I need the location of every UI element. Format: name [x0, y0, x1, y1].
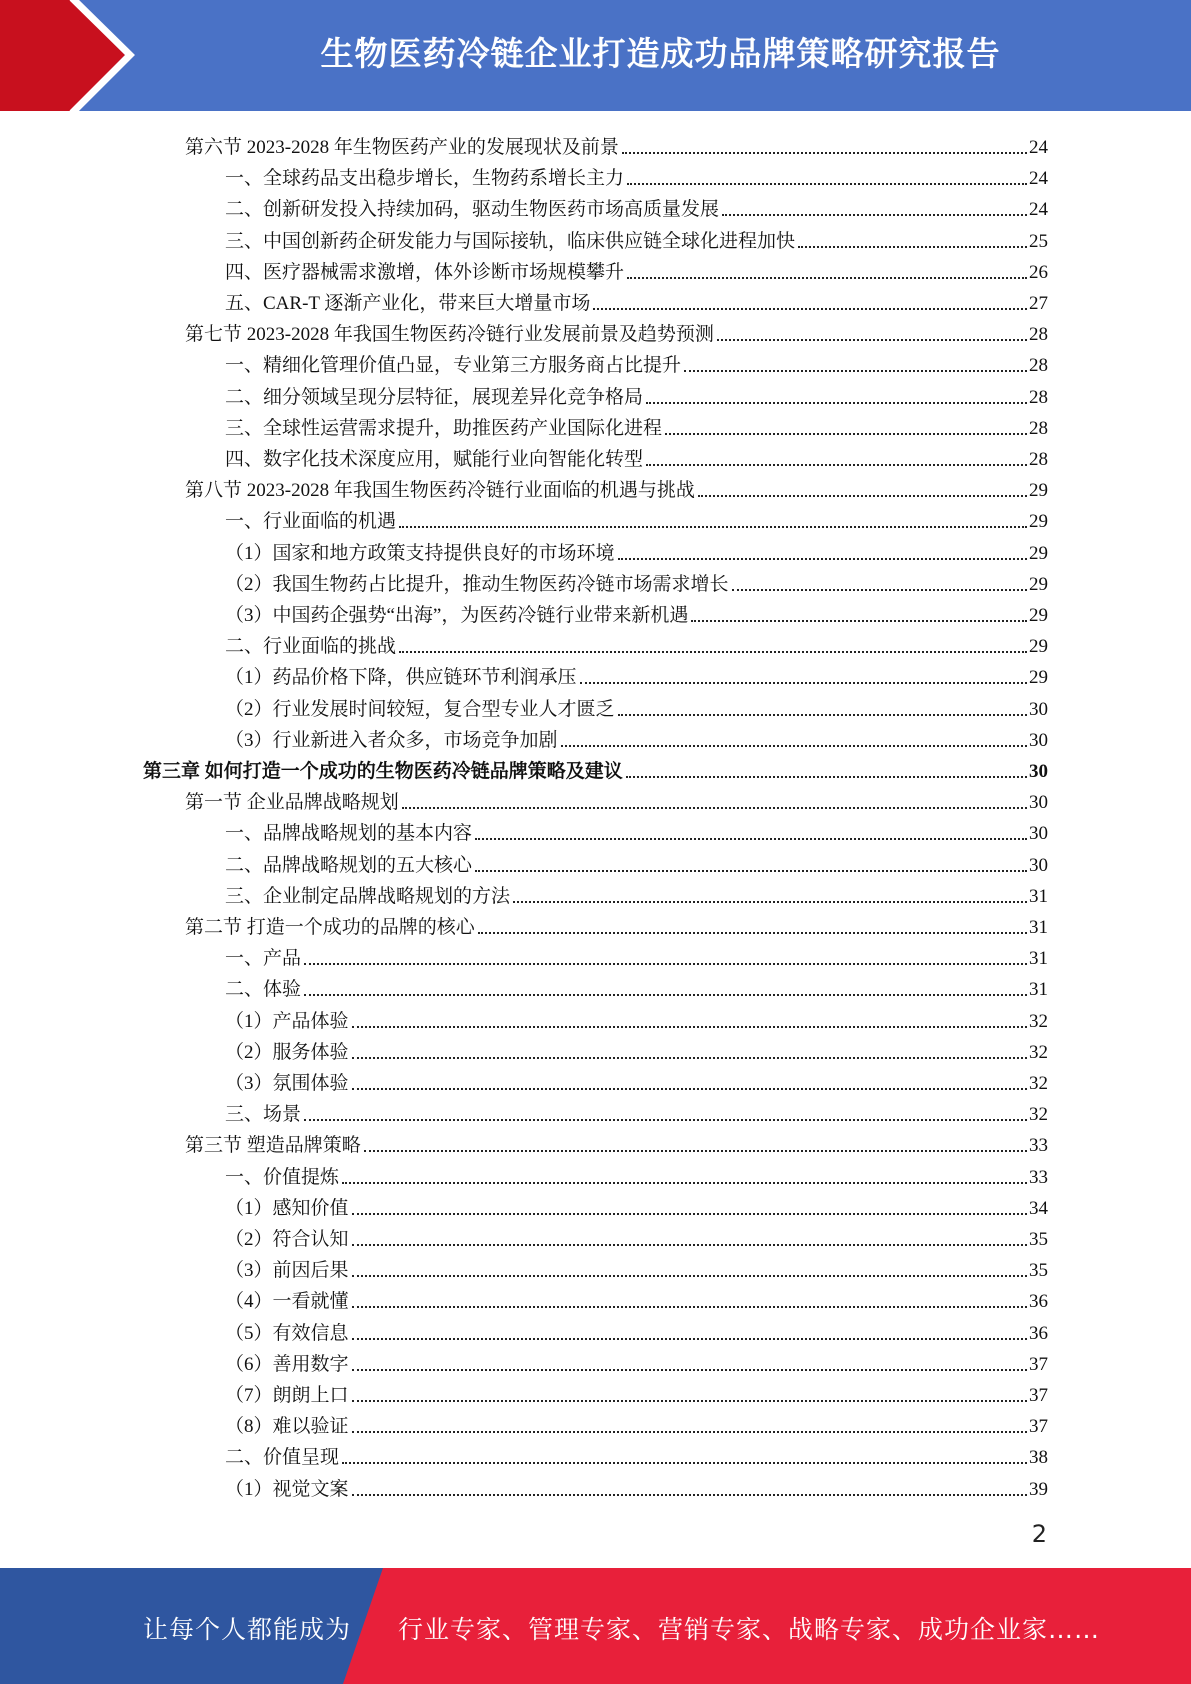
toc-entry-label: 三、中国创新药企研发能力与国际接轨，临床供应链全球化进程加快 — [225, 230, 796, 252]
toc-entry-page: 27 — [1029, 293, 1048, 314]
toc-entry-page: 32 — [1029, 1073, 1048, 1094]
toc-dot-leader — [627, 277, 1027, 279]
toc-entry-label: 五、CAR-T 逐渐产业化，带来巨大增量市场 — [225, 293, 591, 314]
toc-entry-page: 35 — [1029, 1229, 1048, 1250]
toc-entry-page: 28 — [1029, 417, 1048, 439]
toc-entry-page: 30 — [1029, 823, 1048, 845]
toc-dot-leader — [364, 1150, 1027, 1152]
toc-entry[interactable] — [225, 565, 1048, 596]
toc-dot-leader — [478, 932, 1027, 934]
toc-entry-label: 第二节 打造一个成功的品牌的核心 — [185, 917, 475, 938]
toc-dot-leader — [399, 526, 1027, 528]
toc-entry-page: 29 — [1029, 605, 1048, 626]
toc-entry-page: 32 — [1029, 1104, 1048, 1126]
toc-dot-leader — [342, 1182, 1027, 1184]
toc-entry[interactable] — [225, 846, 1048, 877]
toc-dot-leader — [352, 1026, 1027, 1028]
toc-entry[interactable] — [225, 159, 1048, 190]
toc-dot-leader — [342, 1462, 1027, 1464]
toc-entry-label: 第七节 2023-2028 年我国生物医药冷链行业发展前景及趋势预测 — [185, 324, 714, 346]
toc-dot-leader — [798, 246, 1027, 248]
toc-entry-page: 37 — [1029, 1353, 1048, 1375]
toc-entry[interactable] — [225, 1251, 1048, 1282]
toc-entry[interactable] — [225, 378, 1048, 409]
toc-dot-leader — [618, 558, 1027, 560]
toc-entry[interactable] — [185, 315, 1048, 346]
toc-entry-label: （2）行业发展时间较短，复合型专业人才匮乏 — [225, 698, 615, 720]
toc-entry[interactable] — [225, 1220, 1048, 1251]
footer-banner — [0, 1568, 1191, 1684]
toc-entry-page: 36 — [1029, 1322, 1048, 1344]
toc-dot-leader — [717, 339, 1027, 341]
header-banner — [0, 0, 1191, 111]
toc-entry-page: 29 — [1029, 573, 1048, 595]
toc-entry[interactable] — [225, 284, 1048, 315]
toc-entry-page: 24 — [1029, 199, 1048, 221]
toc-entry-label: （6）善用数字 — [225, 1353, 349, 1375]
toc-entry-page: 29 — [1029, 542, 1048, 564]
toc-entry-page: 29 — [1029, 636, 1048, 658]
footer-slogan-right: 行业专家、管理专家、营销专家、战略专家、成功企业家…… — [398, 1615, 1101, 1644]
toc-entry[interactable] — [225, 1002, 1048, 1033]
toc-entry[interactable] — [185, 783, 1048, 814]
toc-dot-leader — [352, 1431, 1027, 1433]
toc-entry-label: 四、数字化技术深度应用，赋能行业向智能化转型 — [225, 449, 644, 470]
toc-entry-label: 二、价值呈现 — [225, 1447, 340, 1469]
toc-entry-page: 32 — [1029, 1041, 1048, 1063]
toc-dot-leader — [304, 994, 1027, 996]
toc-dot-leader — [626, 776, 1027, 778]
toc-dot-leader — [352, 1057, 1027, 1059]
toc-dot-leader — [513, 901, 1027, 903]
toc-dot-leader — [593, 308, 1027, 310]
toc-entry-label: （2）符合认知 — [225, 1229, 349, 1250]
toc-entry[interactable] — [225, 1345, 1048, 1376]
toc-entry[interactable] — [225, 1470, 1048, 1501]
toc-dot-leader — [580, 682, 1027, 684]
toc-entry[interactable] — [225, 534, 1048, 565]
toc-dot-leader — [352, 1275, 1027, 1277]
toc-entry-page: 31 — [1029, 979, 1048, 1001]
toc-dot-leader — [722, 214, 1027, 216]
toc-entry[interactable] — [225, 1282, 1048, 1313]
toc-entry-label: （3）行业新进入者众多，市场竞争加剧 — [225, 729, 558, 751]
toc-entry[interactable] — [225, 502, 1048, 533]
toc-entry-label: 一、全球药品支出稳步增长，生物药系增长主力 — [225, 168, 625, 190]
toc-entry-page: 29 — [1029, 511, 1048, 533]
toc-entry-page: 28 — [1029, 449, 1048, 470]
toc-entry-page: 25 — [1029, 230, 1048, 252]
toc-dot-leader — [475, 838, 1027, 840]
toc-entry-label: （2）服务体验 — [225, 1041, 349, 1063]
toc-dot-leader — [352, 1088, 1027, 1090]
toc-entry-page: 30 — [1029, 761, 1048, 782]
toc-dot-leader — [646, 464, 1027, 466]
toc-entry-page: 30 — [1029, 698, 1048, 720]
toc-dot-leader — [352, 1213, 1027, 1215]
toc-entry-label: 一、价值提炼 — [225, 1166, 340, 1188]
toc-entry[interactable] — [225, 658, 1048, 689]
toc-entry-page: 34 — [1029, 1197, 1048, 1219]
toc-entry-page: 30 — [1029, 729, 1048, 751]
toc-dot-leader — [732, 589, 1027, 591]
toc-entry-label: （1）视觉文案 — [225, 1478, 349, 1500]
toc-entry-page: 26 — [1029, 261, 1048, 283]
toc-entry[interactable] — [225, 690, 1048, 721]
toc-entry[interactable] — [225, 1064, 1048, 1095]
toc-entry-page: 29 — [1029, 667, 1048, 689]
toc-entry-page: 29 — [1029, 480, 1048, 502]
toc-entry-page: 30 — [1029, 854, 1048, 876]
toc-entry[interactable] — [225, 596, 1048, 627]
toc-entry[interactable] — [225, 1407, 1048, 1438]
toc-entry-page: 28 — [1029, 386, 1048, 408]
toc-entry-label: （1）国家和地方政策支持提供良好的市场环境 — [225, 542, 615, 564]
toc-dot-leader — [399, 651, 1027, 653]
toc-entry[interactable] — [185, 908, 1048, 939]
toc-entry-label: （4）一看就懂 — [225, 1291, 349, 1313]
toc-entry-page: 33 — [1029, 1166, 1048, 1188]
toc-entry[interactable] — [225, 222, 1048, 253]
toc-dot-leader — [627, 183, 1027, 185]
toc-entry-page: 24 — [1029, 137, 1048, 158]
toc-entry-label: 二、创新研发投入持续加码，驱动生物医药市场高质量发展 — [225, 199, 720, 221]
toc-entry[interactable] — [225, 440, 1048, 471]
toc-entry-label: （7）朗朗上口 — [225, 1385, 349, 1406]
toc-dot-leader — [561, 745, 1027, 747]
toc-entry-label: 一、精细化管理价值凸显，专业第三方服务商占比提升 — [225, 355, 682, 377]
toc-entry[interactable] — [185, 1126, 1048, 1157]
toc-entry[interactable] — [225, 1095, 1048, 1126]
toc-entry-label: （3）前因后果 — [225, 1260, 349, 1282]
toc-entry-label: （1）药品价格下降，供应链环节利润承压 — [225, 667, 577, 689]
toc-entry-label: （1）感知价值 — [225, 1197, 349, 1219]
toc-entry-page: 28 — [1029, 355, 1048, 377]
toc-entry[interactable] — [225, 1158, 1048, 1189]
toc-entry[interactable] — [225, 253, 1048, 284]
toc-entry[interactable] — [225, 721, 1048, 752]
toc-entry-page: 38 — [1029, 1447, 1048, 1469]
toc-entry-label: 四、医疗器械需求激增，体外诊断市场规模攀升 — [225, 261, 625, 283]
toc-dot-leader — [304, 963, 1027, 965]
toc-dot-leader — [352, 1494, 1027, 1496]
toc-entry-page: 36 — [1029, 1291, 1048, 1313]
toc-entry-label: 二、体验 — [225, 979, 302, 1001]
toc-entry-page: 28 — [1029, 324, 1048, 346]
toc-dot-leader — [352, 1369, 1027, 1371]
toc-entry-label: 第三节 塑造品牌策略 — [185, 1135, 361, 1157]
toc-dot-leader — [402, 807, 1027, 809]
toc-entry-label: （1）产品体验 — [225, 1010, 349, 1032]
toc-entry-label: （3）中国药企强势“出海”，为医药冷链行业带来新机遇 — [225, 605, 689, 626]
page-number: 2 — [1031, 1520, 1047, 1548]
toc-entry[interactable] — [225, 190, 1048, 221]
toc-dot-leader — [646, 402, 1027, 404]
toc-entry-page: 31 — [1029, 885, 1048, 907]
toc-entry-label: （5）有效信息 — [225, 1322, 349, 1344]
report-title: 生物医药冷链企业打造成功品牌策略研究报告 — [320, 34, 1001, 73]
toc-entry[interactable] — [225, 1376, 1048, 1407]
toc-entry-page: 37 — [1029, 1385, 1048, 1406]
toc-entry[interactable] — [225, 409, 1048, 440]
toc-dot-leader — [618, 714, 1027, 716]
footer-slogan-left: 让每个人都能成为 — [143, 1615, 352, 1644]
toc-dot-leader — [352, 1338, 1027, 1340]
toc-entry[interactable] — [225, 877, 1048, 908]
toc-entry[interactable] — [225, 627, 1048, 658]
toc-entry-label: 第六节 2023-2028 年生物医药产业的发展现状及前景 — [185, 137, 619, 158]
toc-dot-leader — [622, 152, 1027, 154]
toc-dot-leader — [304, 1119, 1027, 1121]
toc-dot-leader — [352, 1400, 1027, 1402]
toc-entry-label: 二、细分领域呈现分层特征，展现差异化竞争格局 — [225, 386, 644, 408]
toc-entry-label: （3）氛围体验 — [225, 1073, 349, 1094]
toc-entry[interactable] — [225, 1189, 1048, 1220]
toc-dot-leader — [352, 1306, 1027, 1308]
toc-entry-label: 一、产品 — [225, 948, 302, 970]
toc-entry-page: 31 — [1029, 948, 1048, 970]
toc-entry-label: 一、行业面临的机遇 — [225, 511, 397, 533]
toc-entry-label: 第三章 如何打造一个成功的生物医药冷链品牌策略及建议 — [143, 761, 623, 782]
toc-entry-page: 31 — [1029, 917, 1048, 938]
toc-entry-label: 一、品牌战略规划的基本内容 — [225, 823, 473, 845]
toc-entry[interactable] — [225, 346, 1048, 377]
toc-dot-leader — [691, 620, 1027, 622]
toc-chapter-entry[interactable] — [143, 752, 1048, 783]
toc-dot-leader — [475, 870, 1027, 872]
toc-entry[interactable] — [225, 1438, 1048, 1469]
toc-entry[interactable] — [225, 814, 1048, 845]
toc-entry-label: （8）难以验证 — [225, 1416, 349, 1438]
toc-entry[interactable] — [225, 1314, 1048, 1345]
toc-entry-label: 第一节 企业品牌战略规划 — [185, 792, 399, 814]
toc-entry-page: 39 — [1029, 1478, 1048, 1500]
toc-entry-label: 第八节 2023-2028 年我国生物医药冷链行业面临的机遇与挑战 — [185, 480, 695, 502]
toc-entry-label: 二、品牌战略规划的五大核心 — [225, 854, 473, 876]
toc-entry-label: 三、全球性运营需求提升，助推医药产业国际化进程 — [225, 417, 663, 439]
toc-entry-label: 三、场景 — [225, 1104, 302, 1126]
toc-entry[interactable] — [185, 471, 1048, 502]
toc-entry-label: 三、企业制定品牌战略规划的方法 — [225, 885, 511, 907]
toc-entry-page: 32 — [1029, 1010, 1048, 1032]
toc-dot-leader — [684, 370, 1027, 372]
toc-entry-page: 30 — [1029, 792, 1048, 814]
toc-entry-page: 35 — [1029, 1260, 1048, 1282]
toc-dot-leader — [665, 433, 1027, 435]
toc-entry[interactable] — [225, 1033, 1048, 1064]
toc-dot-leader — [352, 1244, 1027, 1246]
toc-entry[interactable] — [225, 939, 1048, 970]
toc-entry-page: 24 — [1029, 168, 1048, 190]
toc-entry[interactable] — [185, 128, 1048, 159]
toc-entry-label: （2）我国生物药占比提升，推动生物医药冷链市场需求增长 — [225, 573, 729, 595]
toc-entry-page: 37 — [1029, 1416, 1048, 1438]
toc-entry-label: 二、行业面临的挑战 — [225, 636, 397, 658]
toc-dot-leader — [698, 495, 1027, 497]
toc-entry[interactable] — [225, 970, 1048, 1001]
toc-entry-page: 33 — [1029, 1135, 1048, 1157]
